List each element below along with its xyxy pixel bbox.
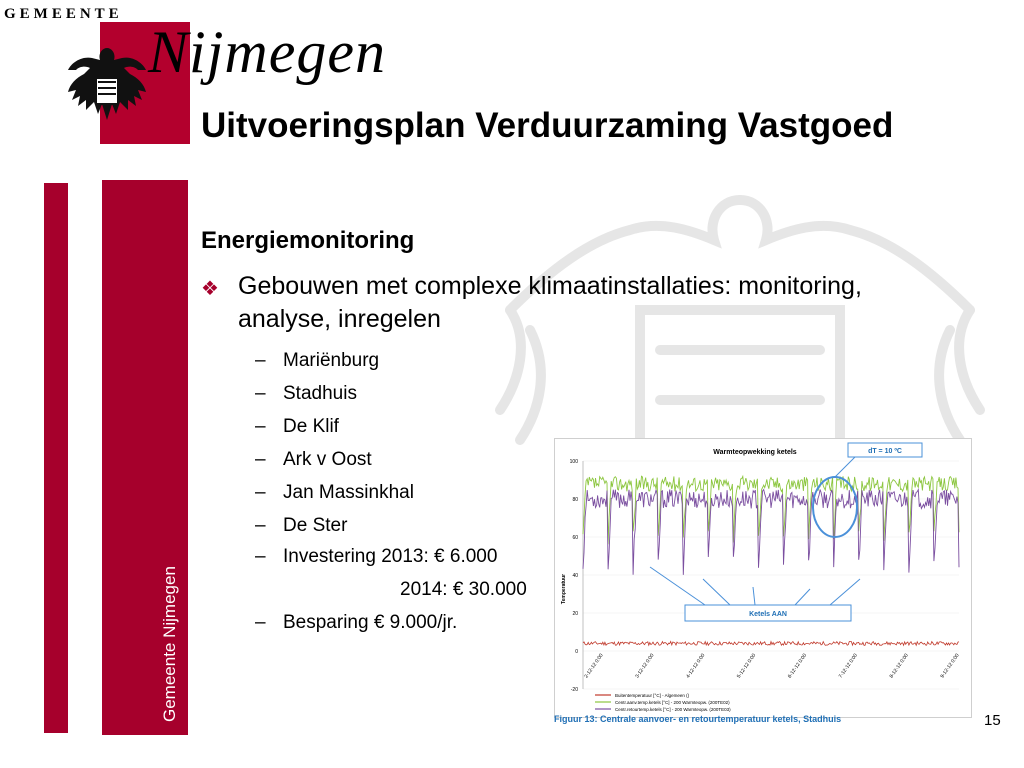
dt-callout-label: dT = 10 ºC (868, 448, 902, 455)
logo-gemeente-text: GEMEENTE (4, 6, 123, 22)
eagle-crest-icon (62, 40, 152, 140)
legend-label: Centr.aanv.temp.ketels [°C] - 200 Warmteopw. (200TE02) (615, 700, 730, 705)
sidebar-label (160, 532, 190, 732)
logo-name-text: Nijmegen (148, 19, 386, 85)
sidebar-text: Gemeente Nijmegen (160, 566, 179, 722)
x-tick-label: 8-12-12 0:00 (888, 652, 910, 680)
legend-label: Centr.retourtemp.ketels [°C] - 200 Warmteopw. (200TE03) (615, 707, 731, 712)
diamond-bullet-icon: ❖ (201, 278, 219, 300)
series-line-3 (583, 490, 959, 575)
x-tick-label: 7-12-12 0:00 (837, 652, 859, 680)
list-item: – Ark v Oost (255, 449, 372, 470)
series-line-1 (583, 642, 959, 646)
main-bullet-text: Gebouwen met complexe klimaatinstallaties: monitoring, analyse, inregelen (238, 272, 862, 333)
x-tick-label: 4-12-12 0:00 (685, 652, 707, 680)
list-item: – Mariënburg (255, 350, 380, 371)
main-bullet (201, 270, 878, 336)
list-item: – Investering 2013: € 6.000 (255, 546, 498, 567)
temperature-chart (554, 438, 972, 718)
x-tick-label: 2-12-12 0:00 (583, 652, 605, 680)
y-tick-label: 0 (575, 649, 578, 655)
series-line-2 (583, 476, 959, 544)
y-tick-label: 80 (572, 497, 578, 503)
x-tick-label: 5-12-12 0:00 (736, 652, 758, 680)
page-title: Uitvoeringsplan Verduurzaming Vastgoed (201, 106, 894, 145)
list-item: 2014: € 30.000 (400, 579, 527, 600)
figure-caption: Figuur 13: Centrale aanvoer- en retourtemperatuur ketels, Stadhuis (554, 714, 842, 724)
brand-bar-thin (44, 183, 68, 733)
legend-label: Buitentemperatuur [°C] - Algemeen () (615, 693, 690, 698)
y-tick-label: 20 (572, 611, 578, 617)
y-tick-label: 60 (572, 535, 578, 541)
chart-svg (555, 439, 971, 717)
y-tick-label: -20 (570, 687, 578, 693)
list-item: – Besparing € 9.000/jr. (255, 612, 458, 633)
ketels-callout-label: Ketels AAN (749, 611, 787, 618)
section-title: Energiemonitoring (201, 227, 415, 254)
chart-ylabel: Temperatuur (561, 573, 567, 605)
x-tick-label: 6-12-12 0:00 (786, 652, 809, 680)
list-item: – De Ster (255, 515, 348, 536)
list-item: – De Klif (255, 416, 339, 437)
x-tick-label: 3-12-12 0:00 (634, 652, 656, 680)
page-number: 15 (984, 712, 1001, 729)
chart-title: Warmteopwekking ketels (713, 449, 797, 456)
y-tick-label: 40 (572, 573, 578, 579)
x-tick-label: 9-12-12 0:00 (939, 652, 961, 680)
list-item: – Jan Massinkhal (255, 482, 414, 503)
list-item: – Stadhuis (255, 383, 357, 404)
y-tick-label: 100 (569, 459, 578, 465)
